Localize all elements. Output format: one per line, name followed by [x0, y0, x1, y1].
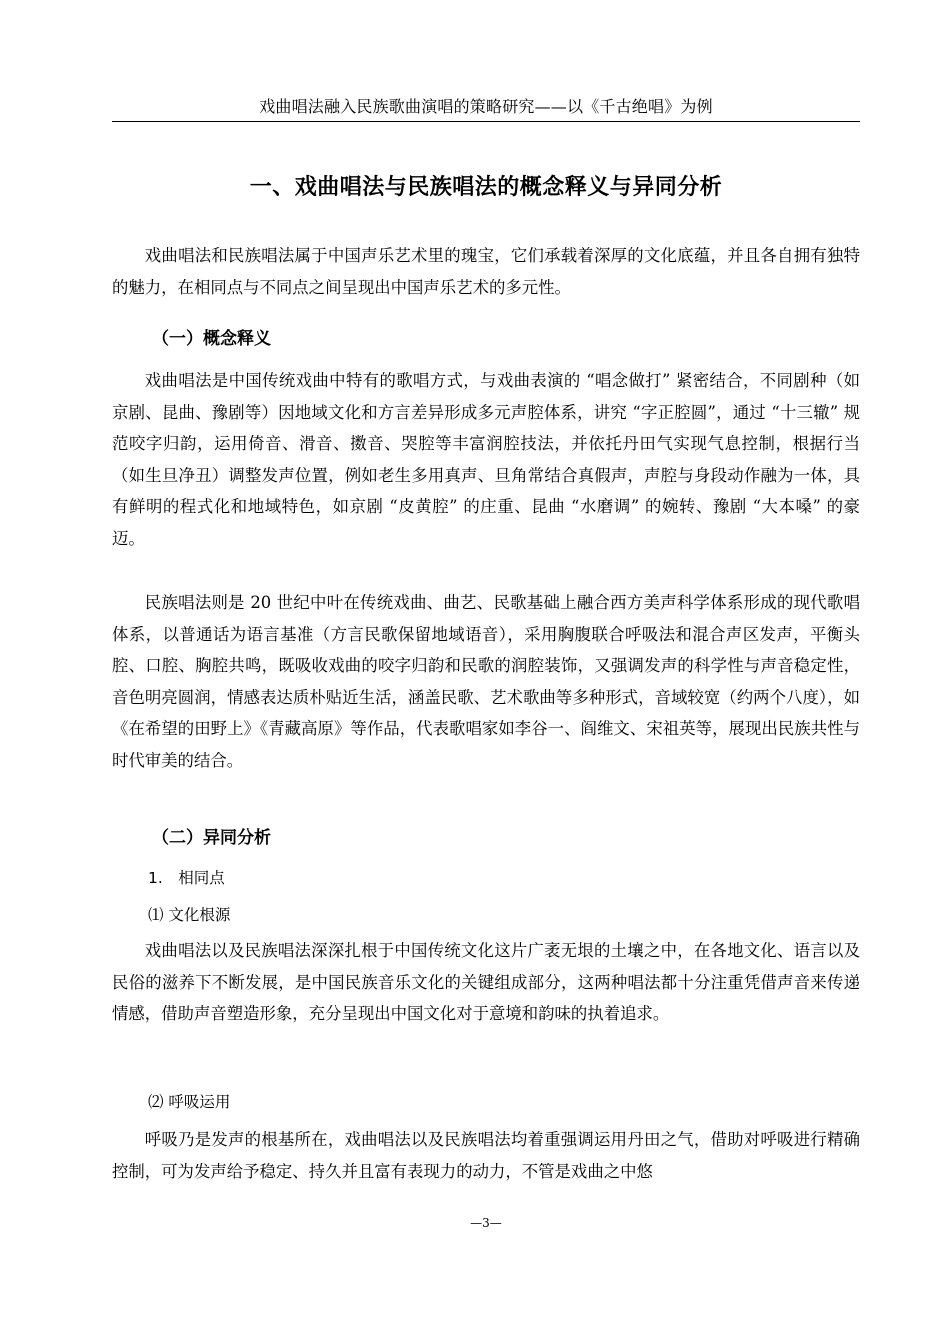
section-heading-comparison: （二）异同分析 — [152, 828, 271, 848]
paragraph-breathing: 呼吸乃是发声的根基所在，戏曲唱法以及民族唱法均着重强调运用丹田之气，借助对呼吸进行精确控制，可为发声给予稳定、持久并且富有表现力的动力，不管是戏曲之中悠 — [112, 1130, 860, 1181]
section-heading-concepts: （一）概念释义 — [152, 329, 271, 349]
chapter-title: 一、戏曲唱法与民族唱法的概念释义与异同分析 — [249, 175, 723, 200]
paragraph-ethnic-singing: 民族唱法则是 20 世纪中叶在传统戏曲、曲艺、民歌基础上融合西方美声科学体系形成的现代歌唱体系，以普通话为语言基准（方言民歌保留地域语音），采用胸腹联合呼吸法和混合声区发声，平衡头腔、口腔、胸腔共鸣，既吸收戏曲的咬字归韵和民歌的润腔装饰，又强调发声的科学性与声音稳定性，音色明亮圆润，情感表达质朴贴近生活，涵盖民歌、艺术歌曲等多种形式，音域较宽（约两个八度），如《在希望的田野上》《青藏高原》等作品，代表歌唱家如李谷一、阎维文、宋祖英等，展现出民族共性与时代审美的结合。 — [112, 593, 860, 770]
header-divider — [112, 121, 860, 122]
subheading-cultural-roots: ⑴ 文化根源 — [148, 906, 231, 924]
subheading-breathing: ⑵ 呼吸运用 — [148, 1093, 231, 1111]
paragraph-cultural-roots: 戏曲唱法以及民族唱法深深扎根于中国传统文化这片广袤无垠的土壤之中，在各地文化、语言以及民俗的滋养下不断发展，是中国民族音乐文化的关键组成部分，这两种唱法都十分注重凭借声音来传递情感，借助声音塑造形象，充分呈现出中国文化对于意境和韵味的执着追求。 — [112, 941, 860, 1023]
paragraph-opera-singing: 戏曲唱法是中国传统戏曲中特有的歌唱方式，与戏曲表演的 “唱念做打” 紧密结合，不同剧种（如京剧、昆曲、豫剧等）因地域文化和方言差异形成多元声腔体系，讲究 “字正腔圆”，通过 “十三辙” 规范咬字归韵，运用倚音、滑音、擞音、哭腔等丰富润腔技法，并依托丹田气实现气息控制，根据行当（如生旦净丑）调整发声位置，例如老生多用真声、旦角常结合真假声，声腔与身段动作融为一体，具有鲜明的程式化和地域特色，如京剧 “皮黄腔” 的庄重、昆曲 “水磨调” 的婉转、豫剧 “大本嗓” 的豪迈。 — [112, 371, 860, 548]
intro-paragraph: 戏曲唱法和民族唱法属于中国声乐艺术里的瑰宝，它们承载着深厚的文化底蕴，并且各自拥有独特的魅力，在相同点与不同点之间呈现出中国声乐艺术的多元性。 — [112, 246, 860, 297]
subheading-similarities: 1. 相同点 — [148, 869, 225, 887]
page-number: —3— — [470, 1216, 502, 1230]
running-header: 戏曲唱法融入民族歌曲演唱的策略研究——以《千古绝唱》为例 — [259, 97, 713, 116]
